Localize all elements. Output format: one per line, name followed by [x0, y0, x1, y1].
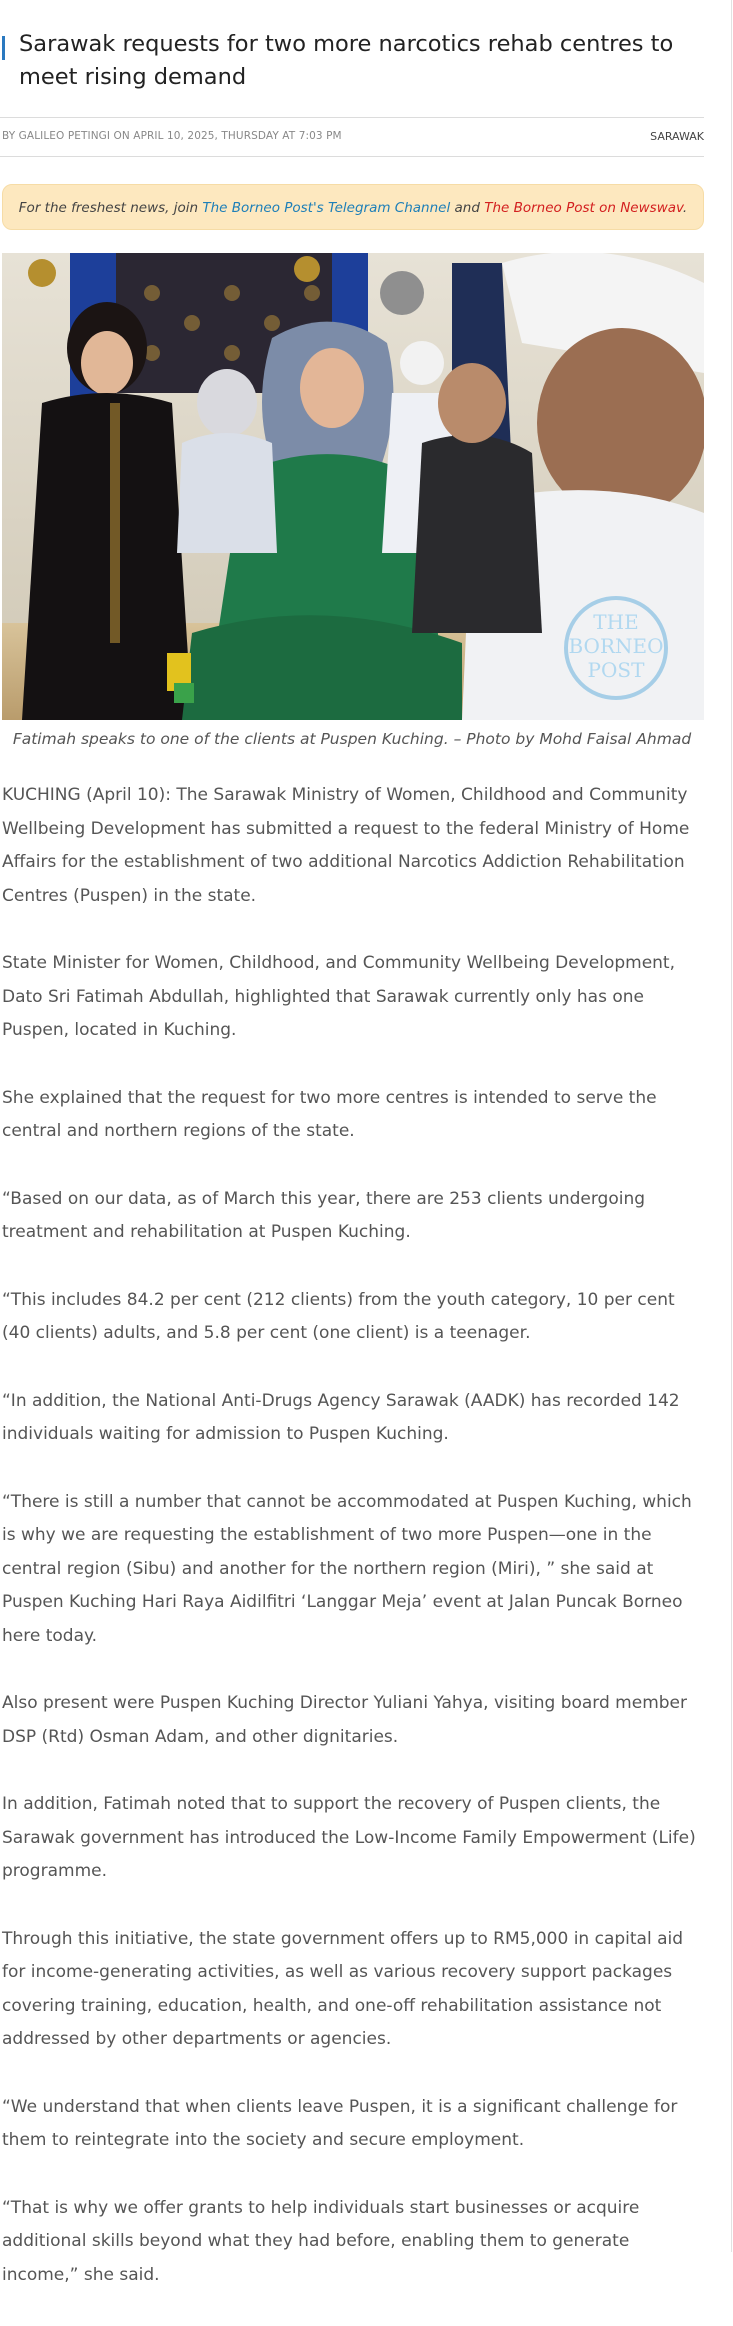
- watermark-text-1: THE: [593, 610, 639, 634]
- paragraph: “In addition, the National Anti-Drugs Agency Sarawak (AADK) has recorded 142 individuals waiting for admission to Puspen Kuching.: [2, 1390, 680, 1444]
- telegram-channel-link[interactable]: The Borneo Post's Telegram Channel: [202, 200, 451, 216]
- watermark-text-3: POST: [587, 658, 645, 682]
- paragraph: Through this initiative, the state government offers up to RM5,000 in capital aid for income-generating activities, as well as various recovery support packages covering training, education, health, and one-off rehabilitation assistance not addressed by other departments or agencies.: [2, 1928, 684, 2049]
- notice-mid: and: [450, 200, 485, 216]
- paragraph: She explained that the request for two more centres is intended to serve the central and northern regions of the state.: [2, 1087, 657, 1141]
- paragraph: “That is why we offer grants to help individuals start businesses or acquire additional skills beyond what they had before, enabling them to generate income,” she said.: [2, 2197, 640, 2285]
- article-body: [2, 779, 702, 2326]
- paragraph: “We understand that when clients leave Puspen, it is a significant challenge for them to reintegrate into the society and secure employment.: [2, 2096, 678, 2150]
- byline: BY GALILEO PETINGI ON APRIL 10, 2025, THURSDAY AT 7:03 PM: [2, 130, 342, 142]
- telegram-newswav-notice: [2, 184, 704, 230]
- notice-end: .: [682, 200, 688, 216]
- notice-lead: For the freshest news, join: [18, 200, 203, 216]
- photo-caption: Fatimah speaks to one of the clients at Puspen Kuching. – Photo by Mohd Faisal Ahmad: [12, 730, 692, 748]
- article-meta: [0, 118, 704, 156]
- page-right-border: [731, 0, 732, 2252]
- watermark-text-2: BORNEO: [568, 634, 664, 658]
- meta-divider-bottom: [0, 156, 704, 157]
- newswav-link[interactable]: The Borneo Post on Newswav: [484, 200, 683, 216]
- paragraph: “There is still a number that cannot be accommodated at Puspen Kuching, which is why we are requesting the establishment of two more Puspen—one in the central region (Sibu) and another for the northern region (Miri), ” she said at Puspen Kuching Hari Raya Aidilfitri ‘Langgar Meja’ event at Jalan Puncak Borneo here today.: [2, 1491, 692, 1646]
- title-accent-bar: [2, 36, 5, 60]
- paragraph: In addition, Fatimah noted that to support the recovery of Puspen clients, the Sarawak government has introduced the Low-Income Family Empowerment (Life) programme.: [2, 1794, 696, 1881]
- paragraph: State Minister for Women, Childhood, and Community Wellbeing Development, Dato Sri Fatimah Abdullah, highlighted that Sarawak currently only has one Puspen, located in Kuching.: [2, 953, 676, 1040]
- paragraph: Also present were Puspen Kuching Director Yuliani Yahya, visiting board member DSP (Rtd) Osman Adam, and other dignitaries.: [2, 1693, 688, 1747]
- article-photo: [2, 253, 704, 720]
- paragraph: KUCHING (April 10): The Sarawak Ministry of Women, Childhood and Community Wellbeing Development has submitted a request to the federal Ministry of Home Affairs for the establishment of two additional Narcotics Addiction Rehabilitation Centres (Puspen) in the state.: [2, 785, 690, 906]
- category-link[interactable]: SARAWAK: [650, 130, 704, 143]
- article-title: Sarawak requests for two more narcotics rehab centres to meet rising demand: [19, 31, 674, 90]
- paragraph: “Based on our data, as of March this year, there are 253 clients undergoing treatment and rehabilitation at Puspen Kuching.: [2, 1188, 646, 1242]
- paragraph: “This includes 84.2 per cent (212 clients) from the youth category, 10 per cent (40 clients) adults, and 5.8 per cent (one client) is a teenager.: [2, 1289, 675, 1343]
